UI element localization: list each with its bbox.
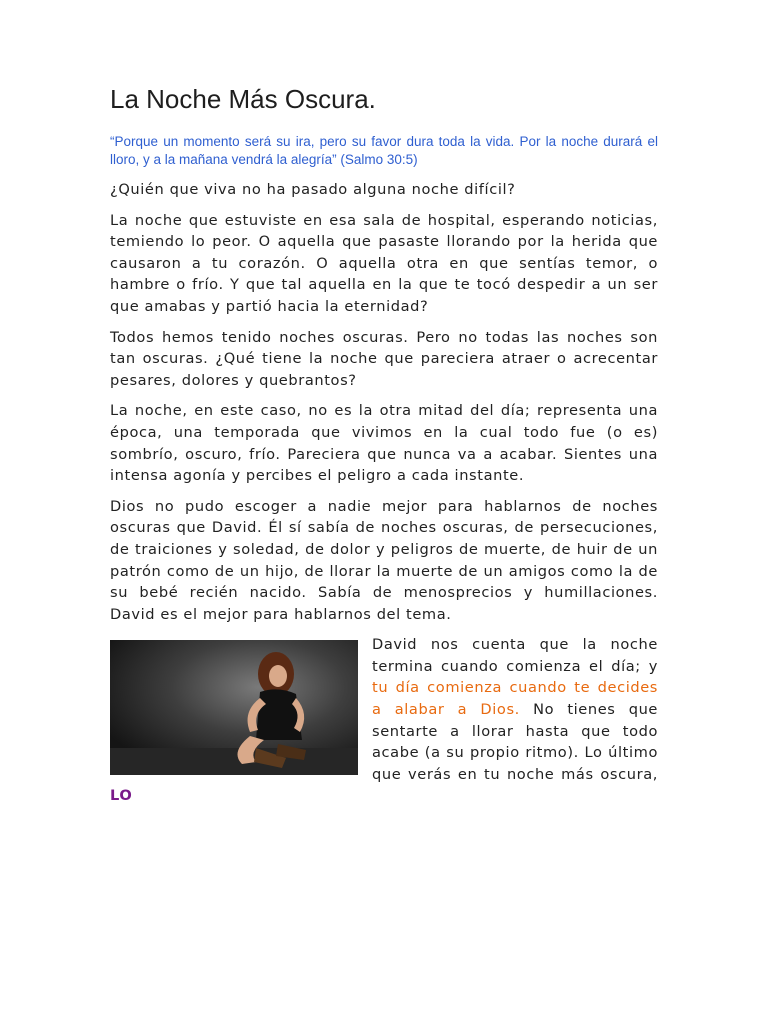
paragraph-1: La noche que estuviste en esa sala de hospital, esperando noticias, temiendo lo peor. O aquella que pasaste llorando por la herida que causaron a tu corazón. O aquella otra en que sentías temor, o hambre o frío. Y que tal aquella en la que te tocó despedir a un ser que amabas y partió hacia la eternidad? [110,211,658,315]
paragraph-5-text-middle: No tienes que sentarte a llorar hasta que todo acabe (a su propio ritmo). Lo último que verás en tu noche más oscura, [372,701,658,783]
highlight-purple-text: LO [110,787,133,805]
page-title: La Noche Más Oscura. [110,84,376,114]
epigraph-quote: “Porque un momento será su ira, pero su favor dura toda la vida. Por la noche durará el lloro, y a la mañana vendrá la alegría” (Salmo 30:5) [110,134,658,167]
paragraph-5-text-start: David nos cuenta que la noche termina cuando comienza el día; y [372,636,658,675]
paragraph-2: Todos hemos tenido noches oscuras. Pero no todas las noches son tan oscuras. ¿Qué tiene la noche que pareciera atraer o acrecentar pesares, dolores y quebrantos? [110,328,658,389]
opening-question: ¿Quién que viva no ha pasado alguna noche difícil? [110,181,516,198]
highlight-orange-text: tu día comienza cuando te decides a alabar a Dios. [372,679,658,719]
sad-woman-photo [110,640,358,775]
document-content [110,84,658,816]
paragraph-3: La noche, en este caso, no es la otra mitad del día; representa una época, una temporada que vivimos en la cual todo fue (o es) sombrío, oscuro, frío. Pareciera que nunca va a acabar. Sientes una intensa agonía y percibes el peligro a cada instante. [110,402,658,485]
paragraph-4: Dios no pudo escoger a nadie mejor para hablarnos de noches oscuras que David. Él sí sabía de noches oscuras, de persecuciones, de traiciones y soledad, de dolor y peligros de muerte, de huir de un patrón como de un hijo, de llorar la muerte de un amigos como la de su bebé recién nacido. Sabía de menosprecios y humillaciones. David es el mejor para hablarnos del tema. [110,497,658,623]
paragraph-5 [110,634,658,807]
photo-illustration [110,640,358,775]
